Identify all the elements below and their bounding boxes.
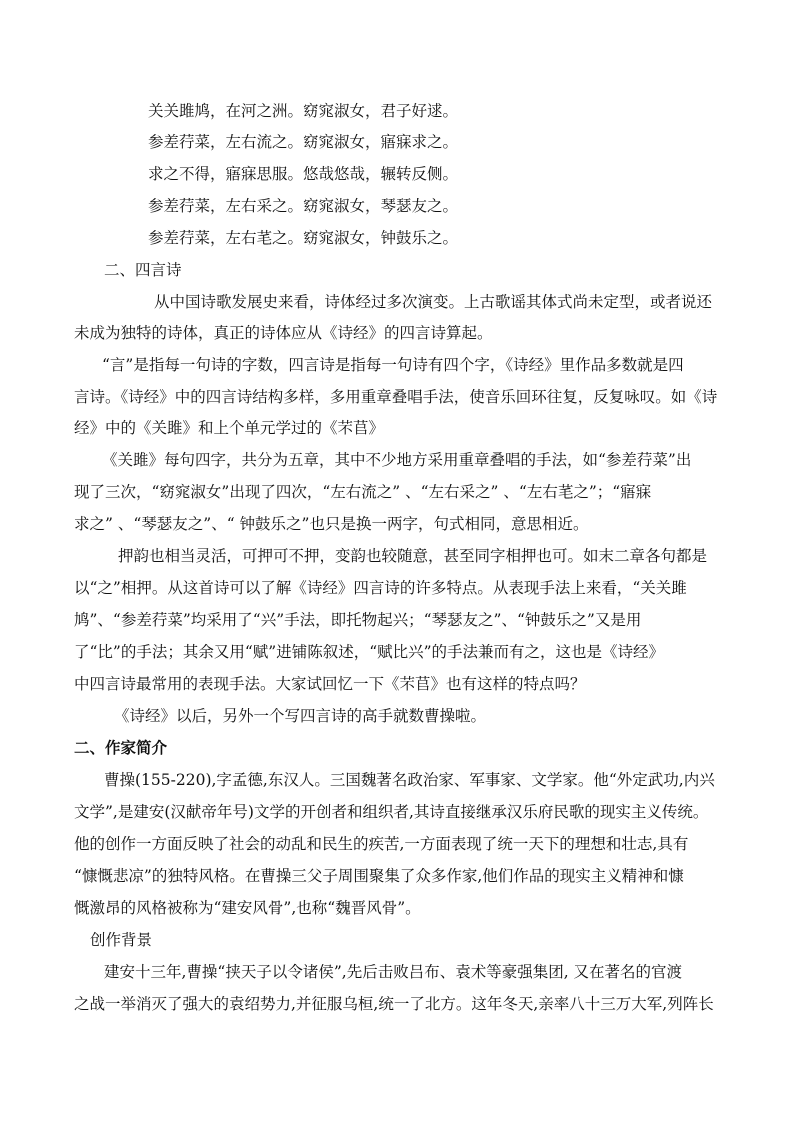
paragraph-line: 中四言诗最常用的表现手法。大家试回忆一下《芣苢》也有这样的特点吗？ bbox=[74, 675, 586, 693]
paragraph-line: 以“之”相押。从这首诗可以了解《诗经》四言诗的许多特点。从表现手法上来看，“关关雎 bbox=[74, 579, 687, 597]
paragraph-line: 言诗。《诗经》中的四言诗结构多样，多用重章叠唱手法，使音乐回环往复，反复咏叹。如《诗 bbox=[74, 388, 718, 406]
poem-line-1: 关关雎鸠，在河之洲。窈窕淑女，君子好逑。 bbox=[148, 102, 459, 120]
paragraph-line: 未成为独特的诗体，真正的诗体应从《诗经》的四言诗算起。 bbox=[74, 324, 493, 342]
section-heading-creation-background: 创作背景 bbox=[90, 931, 153, 949]
paragraph-line: 经》中的《关雎》和上个单元学过的《芣苢》 bbox=[74, 419, 385, 437]
author-paragraph-line: 文学”,是建安(汉献帝年号)文学的开创者和组织者,其诗直接继承汉乐府民歌的现实主义传统。 bbox=[74, 803, 709, 821]
poem-line-4: 参差荇菜，左右采之。窈窕淑女，琴瑟友之。 bbox=[148, 197, 459, 215]
background-paragraph-line: 建安十三年,曹操“挟天子以令诸侯”,先后击败吕布、袁术等豪强集团, 又在著名的官渡 bbox=[104, 963, 683, 981]
poem-line-3: 求之不得，寤寐思服。悠哉悠哉，辗转反侧。 bbox=[148, 165, 459, 183]
author-paragraph-line: “慷慨悲凉”的独特风格。在曹操三父子周围聚集了众多作家,他们作品的现实主义精神和慷 bbox=[74, 867, 684, 885]
paragraph-line: 押韵也相当灵活，可押可不押，变韵也较随意，甚至同字相押也可。如末二章各句都是 bbox=[118, 547, 708, 565]
author-paragraph-line: 慨激昂的风格被称为“建安风骨”,也称“魏晋风骨”。 bbox=[74, 899, 421, 917]
author-paragraph-line: 曹操(155-220),字孟德,东汉人。三国魏著名政治家、军事家、文学家。他“外定武功,内兴 bbox=[104, 771, 715, 789]
poem-line-2: 参差荇菜，左右流之。窈窕淑女，寤寐求之。 bbox=[148, 133, 459, 151]
paragraph-line: 《诗经》以后，另外一个写四言诗的高手就数曹操啦。 bbox=[114, 707, 487, 725]
paragraph-line: 《关雎》每句四字，共分为五章，其中不少地方采用重章叠唱的手法，如“参差荇菜”出 bbox=[102, 451, 692, 469]
paragraph-line: 从中国诗歌发展史来看，诗体经过多次演变。上古歌谣其体式尚未定型，或者说还 bbox=[154, 293, 713, 311]
paragraph-line: 现了三次，“窈窕淑女”出现了四次，“左右流之” 、“左右采之” 、“左右芼之”；“寤寐 bbox=[74, 483, 652, 501]
poem-line-5: 参差荇菜，左右芼之。窈窕淑女，钟鼓乐之。 bbox=[148, 229, 459, 247]
paragraph-line: 求之” 、“琴瑟友之”、“ 钟鼓乐之”也只是换一两字，句式相同，意思相近。 bbox=[74, 515, 589, 533]
paragraph-line: “言”是指每一句诗的字数，四言诗是指每一句诗有四个字，《诗经》里作品多数就是四 bbox=[102, 356, 684, 374]
background-paragraph-line: 之战一举消灭了强大的袁绍势力,并征服乌桓,统一了北方。这年冬天,亲率八十三万大军,列阵长 bbox=[74, 995, 714, 1013]
paragraph-line: 鸠”、“参差荇菜”均采用了“兴”手法，即托物起兴；“琴瑟友之”、“钟鼓乐之”又是用 bbox=[74, 611, 642, 629]
author-paragraph-line: 他的创作一方面反映了社会的动乱和民生的疾苦,一方面表现了统一天下的理想和壮志,具有 bbox=[74, 835, 689, 853]
section-heading-four-character-poetry: 二、四言诗 bbox=[104, 261, 182, 279]
paragraph-line: 了“比”的手法；其余又用“赋”进铺陈叙述，“赋比兴”的手法兼而有之，这也是《诗经》 bbox=[74, 643, 665, 661]
section-heading-author-intro: 二、作家简介 bbox=[74, 738, 168, 757]
